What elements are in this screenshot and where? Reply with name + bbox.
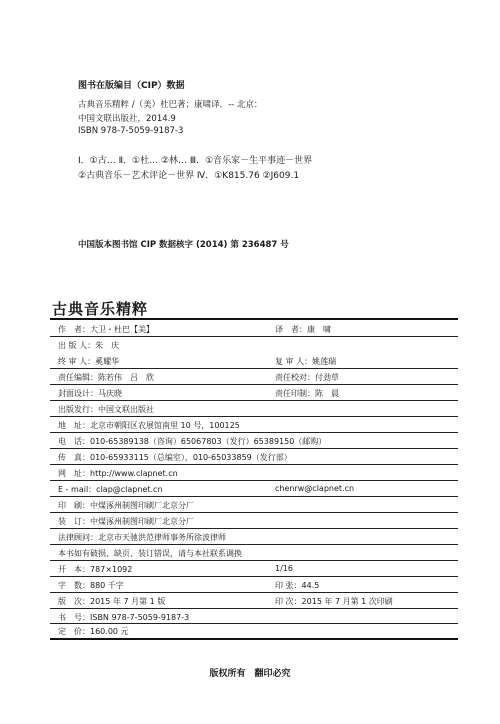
address-value: 北京市朝阳区农展馆南里 10 号，100125	[90, 421, 240, 430]
word-count-value: 880 千字	[90, 581, 124, 590]
book-title: 古典音乐精粹	[52, 300, 149, 318]
edition-value: 2015 年 7 月第 1 版	[90, 597, 166, 606]
printing-resp-row	[275, 388, 339, 399]
word-count-label: 字 数：	[58, 581, 90, 590]
isbn-value: ISBN 978-7-5059-9187-3	[90, 613, 190, 622]
email-label: E - mail：	[58, 485, 97, 494]
divider	[50, 576, 458, 577]
translator-value: 康 啸	[307, 325, 331, 334]
isbn-label: 书 号：	[58, 613, 90, 622]
format-fraction: 1/16	[275, 564, 293, 573]
printing-resp-value: 陈 晨	[315, 389, 339, 398]
website-label: 网 址：	[58, 469, 90, 478]
cip-line-3: ISBN 978-7-5059-9187-3	[78, 126, 184, 136]
title-rule	[50, 318, 458, 320]
publisher-person-row	[58, 340, 119, 351]
address-row	[58, 420, 240, 431]
bottom-rule	[50, 638, 458, 640]
divider	[50, 592, 458, 593]
cover-design-value: 马庆晓	[98, 389, 122, 398]
re-review-label: 复 审 人：	[275, 357, 313, 366]
edition-row	[58, 596, 165, 607]
copyright-notice: 版权所有 翻印必究	[209, 669, 291, 679]
legal-advisor: 法律顾问：北京市天驰洪范律师事务所徐波律师	[58, 533, 226, 542]
divider	[50, 528, 458, 529]
sheets-label: 印 张：	[275, 581, 302, 590]
translator-label: 译 者：	[275, 325, 307, 334]
email-row	[58, 484, 163, 495]
printer-row	[58, 500, 194, 511]
fax-label: 传 真：	[58, 453, 90, 462]
binder-row	[58, 516, 194, 527]
website-row	[58, 468, 178, 479]
format-label: 开 本：	[58, 565, 90, 574]
re-review-row	[275, 356, 336, 367]
divider	[50, 623, 458, 624]
format-value: 787×1092	[90, 565, 133, 574]
editor-label: 责任编辑：	[58, 373, 98, 382]
cip-classification-2: ②古典音乐－艺术评论－世界 Ⅳ．①K815.76 ②J609.1	[78, 171, 300, 181]
author-row	[58, 324, 154, 335]
divider	[50, 608, 458, 609]
impression-value: 2015 年 7 月第 1 次印刷	[301, 597, 393, 606]
publisher-name: 出版发行：中国文联出版社	[58, 405, 154, 414]
divider	[50, 400, 458, 401]
edition-label: 版 次：	[58, 597, 90, 606]
proofreader-label: 责任校对：	[275, 373, 315, 382]
divider	[50, 384, 458, 385]
divider	[50, 448, 458, 449]
price-label: 定 价：	[58, 627, 90, 636]
editor-row	[58, 372, 154, 383]
divider	[50, 432, 458, 433]
divider	[50, 480, 458, 481]
defect-notice: 本书如有破损、缺页、装订错误，请与本社联系调换	[58, 549, 242, 558]
divider	[50, 512, 458, 513]
author-value: 大卫・杜巴【美】	[90, 325, 154, 334]
price-row	[58, 626, 129, 637]
divider	[50, 544, 458, 545]
impression-row	[275, 596, 393, 607]
cip-line-1: 古典音乐精粹 /（美）杜巴著；康啸译．-- 北京：	[78, 100, 263, 110]
sheets-row	[275, 580, 319, 591]
translator-row	[275, 324, 331, 335]
phone-label: 电 话：	[58, 437, 90, 446]
proofreader-value: 付劲草	[315, 373, 339, 382]
cover-design-label: 封面设计：	[58, 389, 98, 398]
fax-row	[58, 452, 292, 463]
printer-label: 印 刷：	[58, 501, 90, 510]
cip-data-number: 中国版本图书馆 CIP 数据核字 (2014) 第 236487 号	[78, 240, 289, 250]
publisher-person-value: 朱 庆	[95, 341, 120, 350]
divider	[50, 560, 458, 561]
publisher-person-label: 出 版 人：	[58, 341, 96, 350]
cover-design-row	[58, 388, 122, 399]
author-label: 作 者：	[58, 325, 90, 334]
cip-classification-1: Ⅰ．①古… Ⅱ．①杜… ②林… Ⅲ．①音乐家－生平事迹－世界	[78, 156, 313, 166]
final-review-row	[58, 356, 119, 367]
printer-value: 中煤涿州制图印刷厂北京分厂	[90, 501, 194, 510]
divider	[50, 416, 458, 417]
impression-label: 印 次：	[275, 597, 302, 606]
isbn-row	[58, 612, 189, 623]
binder-label: 装 订：	[58, 517, 90, 526]
proofreader-row	[275, 372, 339, 383]
final-review-label: 终 审 人：	[58, 357, 96, 366]
email-secondary: chenrw@clapnet.cn	[275, 484, 355, 493]
phone-row	[58, 436, 326, 447]
re-review-value: 姚莲瑞	[312, 357, 337, 366]
divider	[50, 464, 458, 465]
word-count-row	[58, 580, 124, 591]
editor-value: 陈若伟 吕 欣	[98, 373, 154, 382]
email-value: clap@clapnet.cn	[96, 485, 163, 494]
format-row	[58, 564, 132, 575]
price-value: 160.00 元	[90, 627, 129, 636]
cip-line-2: 中国文联出版社，2014.9	[78, 114, 176, 124]
final-review-value: 奚耀华	[95, 357, 120, 366]
divider	[50, 336, 458, 337]
phone-value: 010-65389138（咨询）65067803（发行）65389150（邮购）	[90, 437, 327, 446]
divider	[50, 496, 458, 497]
fax-value: 010-65933115（总编室），010-65033859（发行部）	[90, 453, 292, 462]
cip-heading: 图书在版编目（CIP）数据	[78, 81, 185, 91]
divider	[50, 368, 458, 369]
sheets-value: 44.5	[301, 581, 320, 590]
address-label: 地 址：	[58, 421, 90, 430]
printing-resp-label: 责任印制：	[275, 389, 315, 398]
website-value: http://www.clapnet.cn	[90, 469, 178, 478]
binder-value: 中煤涿州制图印刷厂北京分厂	[90, 517, 194, 526]
